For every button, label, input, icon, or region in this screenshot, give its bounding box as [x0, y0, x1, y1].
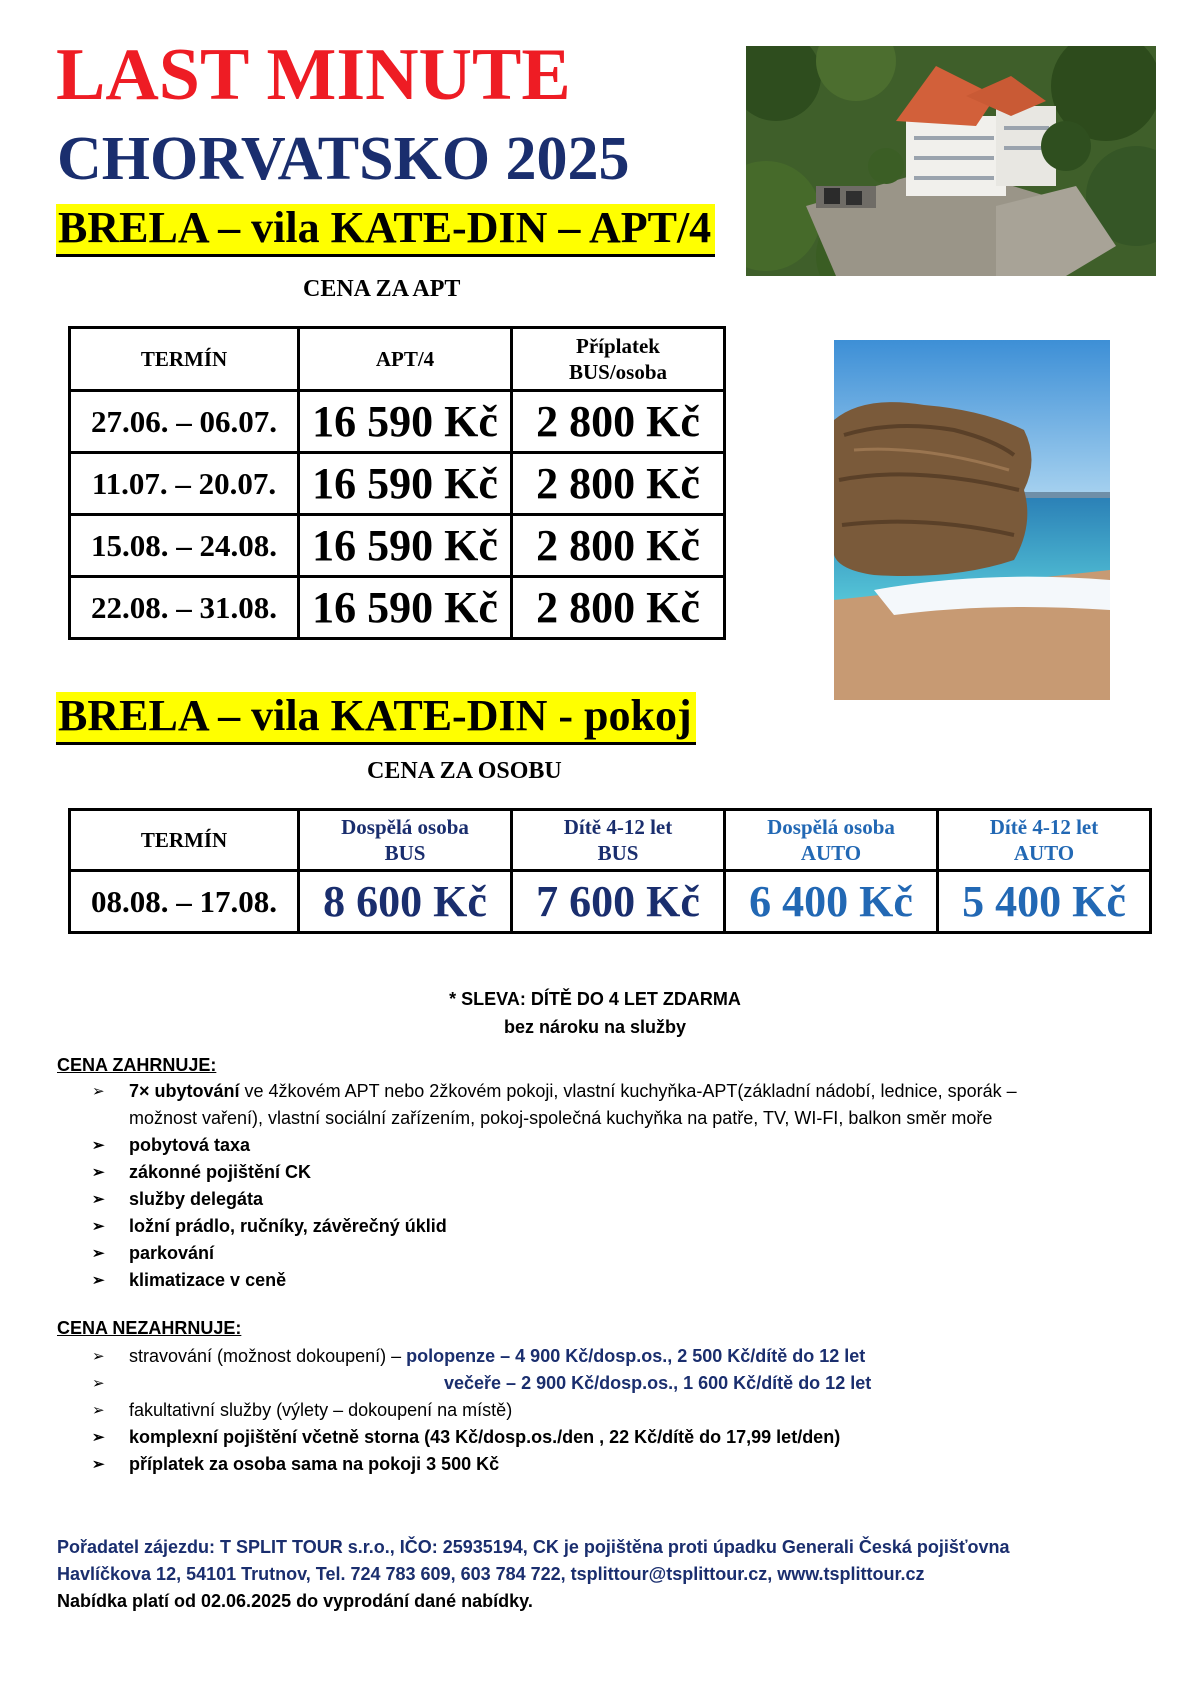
header-adult-bus-line2: BUS — [384, 841, 426, 865]
header-child-bus-line2: BUS — [597, 841, 639, 865]
table-header-row — [70, 328, 725, 391]
price-label-apt: CENA ZA APT — [303, 276, 461, 302]
footer — [57, 1534, 1010, 1615]
table-row — [70, 577, 725, 639]
list-item — [92, 1451, 871, 1478]
include-item-text: parkování — [129, 1243, 215, 1263]
header-adult-car-line2: AUTO — [800, 841, 862, 865]
footer-validity: Nabídka platí od 02.06.2025 do vyprodání dané nabídky. — [57, 1591, 533, 1611]
bus-price-cell: 2 800 Kč — [512, 515, 725, 577]
header-child-bus-line1: Dítě 4-12 let — [563, 814, 673, 839]
child-car-price-cell: 5 400 Kč — [938, 871, 1151, 933]
villa-photo-svg — [746, 46, 1156, 276]
subtitle: CHORVATSKO 2025 — [57, 125, 630, 193]
table-row — [70, 391, 725, 453]
header-adult-car-line1: Dospělá osoba — [767, 814, 895, 839]
heading-room: BRELA – vila KATE-DIN - pokoj — [56, 692, 696, 745]
discount-line1: * SLEVA: DÍTĚ DO 4 LET ZDARMA — [449, 989, 741, 1009]
arrowhead-bullet-icon: ➢ — [92, 1245, 105, 1262]
includes-title: CENA ZAHRNUJE: — [57, 1055, 217, 1075]
title: LAST MINUTE — [56, 34, 571, 116]
list-item — [92, 1078, 1017, 1132]
child-bus-price-cell: 7 600 Kč — [512, 871, 725, 933]
arrowhead-bullet-icon: ➢ — [92, 1137, 105, 1154]
exclude-halfboard: polopenze – 4 900 Kč/dosp.os., 2 500 Kč/dítě do 12 let — [406, 1346, 866, 1366]
header-child-car-line1: Dítě 4-12 let — [989, 814, 1099, 839]
list-item — [92, 1424, 871, 1451]
header-term: TERMÍN — [70, 328, 299, 391]
header-adult-bus — [299, 810, 512, 871]
arrowhead-bullet-icon: ➢ — [92, 1164, 105, 1181]
include-item-text: ložní prádlo, ručníky, závěrečný úklid — [129, 1216, 447, 1236]
apartment-price-table — [68, 326, 726, 640]
term-cell: 22.08. – 31.08. — [70, 577, 299, 639]
apt-price-cell: 16 590 Kč — [299, 453, 512, 515]
term-cell: 27.06. – 06.07. — [70, 391, 299, 453]
footer-contact: Havlíčkova 12, 54101 Trutnov, Tel. 724 783 609, 603 784 722, tsplittour@tsplittour.cz, www.tsplittour.cz — [57, 1564, 925, 1584]
includes-accommodation-cont: možnost vaření), vlastní sociální zařízením, pokoj-společná kuchyňka na patře, TV, WI-FI, balkon směr moře — [129, 1108, 993, 1128]
exclude-optional: fakultativní služby (výlety – dokoupení na místě) — [129, 1400, 513, 1420]
term-cell: 11.07. – 20.07. — [70, 453, 299, 515]
include-item-text: zákonné pojištění CK — [129, 1162, 312, 1182]
term-cell: 08.08. – 17.08. — [70, 871, 299, 933]
room-price-table — [68, 808, 1152, 934]
arrowhead-bullet-icon: ➢ — [92, 1191, 105, 1208]
excludes-title: CENA NEZAHRNUJE: — [57, 1318, 242, 1338]
exclude-single-surcharge: příplatek za osoba sama na pokoji 3 500 Kč — [129, 1454, 500, 1474]
arrowhead-bullet-icon: ➢ — [92, 1083, 105, 1100]
apt-price-cell: 16 590 Kč — [299, 391, 512, 453]
list-item — [92, 1397, 871, 1424]
arrowhead-bullet-icon: ➢ — [92, 1272, 105, 1289]
list-item — [92, 1370, 871, 1397]
header-child-car — [938, 810, 1151, 871]
table-row — [70, 453, 725, 515]
includes-accommodation-text: ve 4žkovém APT nebo 2žkovém pokoji, vlastní kuchyňka-APT(základní nádobí, lednice, sporák – — [239, 1081, 1017, 1101]
header-adult-car — [725, 810, 938, 871]
arrowhead-bullet-icon: ➢ — [92, 1429, 105, 1446]
list-item — [92, 1186, 1017, 1213]
table-row — [70, 871, 1151, 933]
header-bus-surcharge-line2: BUS/osoba — [568, 360, 668, 384]
arrowhead-bullet-icon: ➢ — [92, 1218, 105, 1235]
arrowhead-bullet-icon: ➢ — [92, 1402, 105, 1419]
list-item — [92, 1159, 1017, 1186]
villa-photo — [746, 46, 1156, 276]
bus-price-cell: 2 800 Kč — [512, 453, 725, 515]
exclude-insurance: komplexní pojištění včetně storna (43 Kč/dosp.os./den , 22 Kč/dítě do 17,99 let/den) — [129, 1427, 841, 1447]
header-adult-bus-line1: Dospělá osoba — [341, 814, 469, 839]
list-item — [92, 1343, 871, 1370]
table-row — [70, 515, 725, 577]
footer-organizer: Pořadatel zájezdu: T SPLIT TOUR s.r.o., IČO: 25935194, CK je pojištěna proti úpadku Generali Česká pojišťovna — [57, 1537, 1010, 1557]
list-item — [92, 1267, 1017, 1294]
list-item — [92, 1132, 1017, 1159]
table-header-row — [70, 810, 1151, 871]
include-item-text: klimatizace v ceně — [129, 1270, 287, 1290]
beach-photo — [834, 340, 1110, 700]
header-bus-surcharge-line1: Příplatek — [576, 333, 660, 358]
include-item-text: pobytová taxa — [129, 1135, 251, 1155]
term-cell: 15.08. – 24.08. — [70, 515, 299, 577]
exclude-meals-label: stravování (možnost dokoupení) – — [129, 1346, 407, 1366]
includes-list — [92, 1078, 1017, 1294]
arrowhead-bullet-icon: ➢ — [92, 1456, 105, 1473]
list-item — [92, 1213, 1017, 1240]
includes-accommodation-bold: 7× ubytování — [129, 1081, 240, 1101]
discount-note — [0, 985, 1190, 1041]
arrowhead-bullet-icon: ➢ — [92, 1375, 105, 1392]
discount-line2: bez nároku na služby — [503, 1017, 687, 1037]
excludes-list — [92, 1343, 871, 1478]
heading-apartment: BRELA – vila KATE-DIN – APT/4 — [56, 204, 715, 257]
bus-price-cell: 2 800 Kč — [512, 577, 725, 639]
price-label-person: CENA ZA OSOBU — [367, 758, 562, 784]
adult-bus-price-cell: 8 600 Kč — [299, 871, 512, 933]
include-item-text: služby delegáta — [129, 1189, 264, 1209]
header-child-bus — [512, 810, 725, 871]
header-term: TERMÍN — [70, 810, 299, 871]
list-item — [92, 1240, 1017, 1267]
beach-photo-svg — [834, 340, 1110, 700]
header-child-car-line2: AUTO — [1013, 841, 1075, 865]
apt-price-cell: 16 590 Kč — [299, 515, 512, 577]
apt-price-cell: 16 590 Kč — [299, 577, 512, 639]
exclude-dinner: večeře – 2 900 Kč/dosp.os., 1 600 Kč/dítě do 12 let — [444, 1373, 872, 1393]
bus-price-cell: 2 800 Kč — [512, 391, 725, 453]
arrowhead-bullet-icon: ➢ — [92, 1348, 105, 1365]
adult-car-price-cell: 6 400 Kč — [725, 871, 938, 933]
header-bus-surcharge — [512, 328, 725, 391]
header-apt: APT/4 — [299, 328, 512, 391]
